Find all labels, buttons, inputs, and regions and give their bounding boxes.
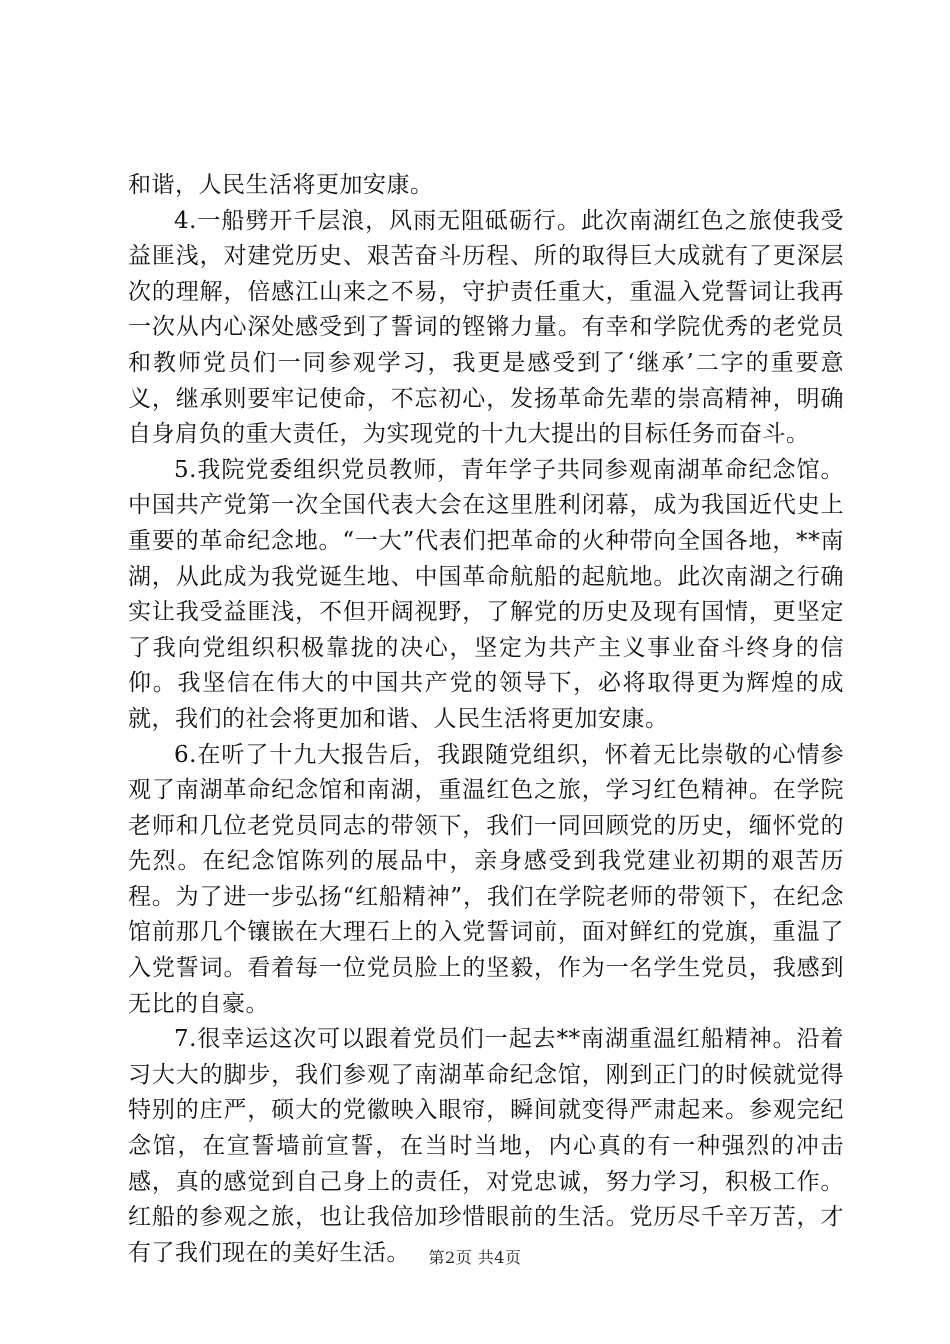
page-number-footer: 第2页 共4页	[428, 1248, 522, 1267]
paragraph-item-4: 4.一船劈开千层浪，风雨无阻砥砺行。此次南湖红色之旅使我受益匪浅，对建党历史、艰苦奋斗历程、所的取得巨大成就有了更深层次的理解，倍感江山来之不易，守护责任重大，重温入党誓词让我再一次从内心深处感受到了誓词的铿锵力量。有幸和学院优秀的老党员和教师党员们一同参观学习，我更是感受到了‘继承’二字的重要意义，继承则要牢记使命，不忘初心，发扬革命先辈的崇高精神，明确自身肩负的重大责任，为实现党的十九大提出的目标任务而奋斗。	[128, 207, 844, 448]
document-body	[128, 168, 844, 1271]
paragraph-item-6: 6.在听了十九大报告后，我跟随党组织，怀着无比崇敬的心情参观了南湖革命纪念馆和南湖，重温红色之旅，学习红色精神。在学院老师和几位老党员同志的带领下，我们一同回顾党的历史，缅怀党的先烈。在纪念馆陈列的展品中，亲身感受到我党建业初期的艰苦历程。为了进一步弘扬“红船精神”，我们在学院老师的带领下，在纪念馆前那几个镶嵌在大理石上的入党誓词前，面对鲜红的党旗，重温了入党誓词。看着每一位党员脸上的坚毅，作为一名学生党员，我感到无比的自豪。	[128, 741, 844, 1017]
paragraph-item-5: 5.我院党委组织党员教师，青年学子共同参观南湖革命纪念馆。中国共产党第一次全国代表大会在这里胜利闭幕，成为我国近代史上重要的革命纪念地。“一大”代表们把革命的火种带向全国各地，**南湖，从此成为我党诞生地、中国革命航船的起航地。此次南湖之行确实让我受益匪浅，不但开阔视野，了解党的历史及现有国情，更坚定了我向党组织积极靠拢的决心，坚定为共产主义事业奋斗终身的信仰。我坚信在伟大的中国共产党的领导下，必将取得更为辉煌的成就，我们的社会将更加和谐、人民生活将更加安康。	[128, 456, 844, 732]
paragraph-continuation: 和谐，人民生活将更加安康。	[128, 172, 434, 198]
paragraph-item-7: 7.很幸运这次可以跟着党员们一起去**南湖重温红船精神。沿着习大大的脚步，我们参观了南湖革命纪念馆，刚到正门的时候就觉得特别的庄严，硕大的党徽映入眼帘，瞬间就变得严肃起来。参观完纪念馆，在宣誓墙前宣誓，在当时当地，内心真的有一种强烈的冲击感，真的感觉到自己身上的责任，对党忠诚，努力学习，积极工作。红船的参观之旅，也让我倍加珍惜眼前的生活。党历尽千辛万苦，才有了我们现在的美好生活。	[128, 1026, 844, 1266]
